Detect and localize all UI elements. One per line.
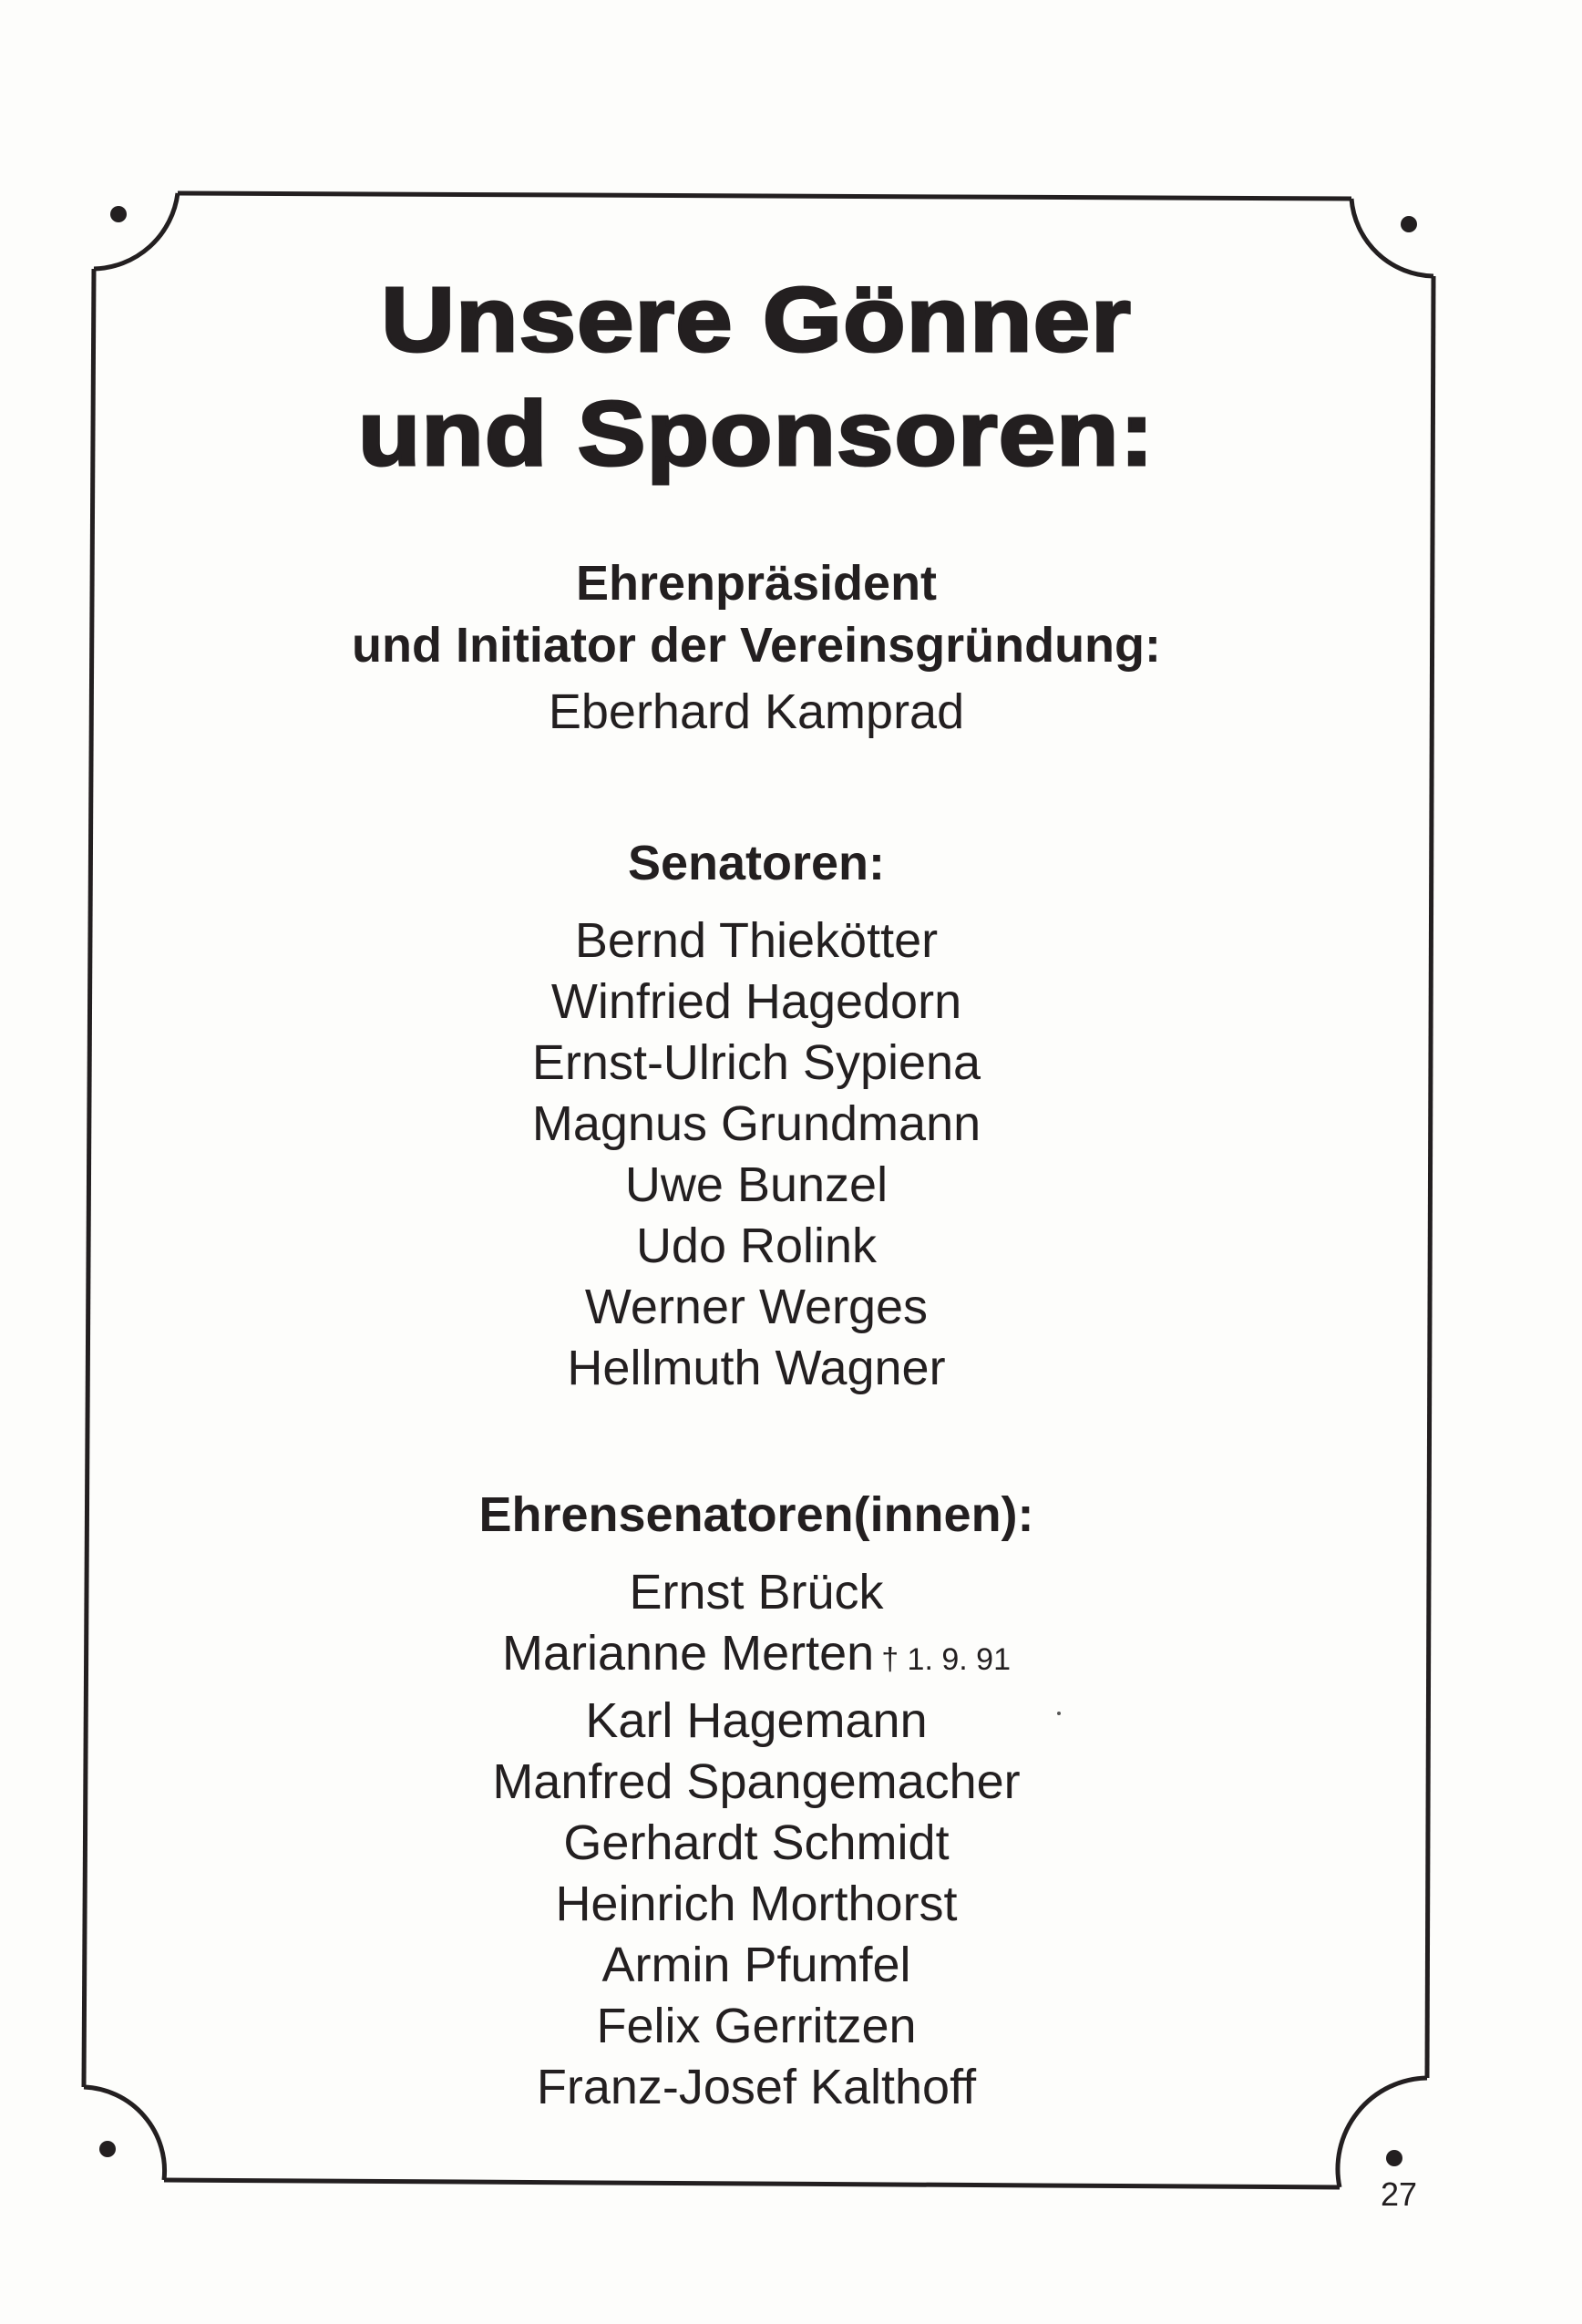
honorary-senator-name: Karl Hagemann bbox=[585, 1693, 928, 1748]
senator-name: Udo Rolink bbox=[635, 1219, 878, 1273]
senator-name: Uwe Bunzel bbox=[624, 1157, 889, 1212]
frame-right-edge bbox=[1427, 276, 1433, 2078]
corner-dot-top-left bbox=[110, 206, 127, 222]
honorary-senator-name: Heinrich Morthorst bbox=[555, 1877, 958, 1931]
honorary-senators-heading: Ehrensenatoren(innen): bbox=[478, 1487, 1034, 1542]
page-title-line-2: und Sponsoren: bbox=[357, 383, 1156, 485]
page-title-line-1: Unsere Gönner bbox=[381, 269, 1132, 371]
corner-dot-bottom-right bbox=[1386, 2150, 1402, 2166]
senator-name: Hellmuth Wagner bbox=[567, 1341, 946, 1395]
senators-section bbox=[91, 832, 1422, 1399]
honorary-senator-name: Marianne Merten bbox=[502, 1626, 875, 1681]
honorary-president-heading-line-1: Ehrenpräsident bbox=[575, 556, 938, 611]
senator-name: Magnus Grundmann bbox=[531, 1096, 981, 1151]
honorary-senator-name: Ernst Brück bbox=[629, 1565, 884, 1620]
frame-bottom-edge bbox=[164, 2180, 1340, 2187]
honorary-senator-name: Armin Pfumfel bbox=[601, 1938, 911, 1992]
senator-name: Winfried Hagedorn bbox=[550, 974, 962, 1029]
honorary-senators-section bbox=[91, 1484, 1422, 2118]
corner-dot-bottom-left bbox=[99, 2141, 116, 2157]
honorary-senator-name-with-note bbox=[91, 1623, 1422, 1691]
honorary-senator-name: Franz-Josef Kalthoff bbox=[536, 2060, 977, 2114]
frame-top-edge bbox=[178, 193, 1351, 199]
corner-dot-top-right bbox=[1401, 216, 1417, 232]
honorary-senator-name: Gerhardt Schmidt bbox=[563, 1815, 950, 1870]
senators-heading: Senatoren: bbox=[627, 836, 886, 890]
honorary-president-section bbox=[91, 552, 1422, 743]
page-number: 27 bbox=[1380, 2175, 1418, 2213]
death-date-note: † 1. 9. 91 bbox=[881, 1642, 1011, 1677]
honorary-president-heading-line-2: und Initiator der Vereinsgründung: bbox=[351, 618, 1162, 673]
senator-name: Bernd Thiekötter bbox=[574, 913, 939, 968]
frame-corner-top-left bbox=[94, 193, 178, 269]
honorary-senator-name: Felix Gerritzen bbox=[596, 1999, 917, 2053]
senator-name: Ernst-Ulrich Sypiena bbox=[531, 1035, 981, 1090]
honorary-president-name: Eberhard Kamprad bbox=[548, 684, 965, 739]
senator-name: Werner Werges bbox=[584, 1280, 929, 1334]
honorary-senator-name: Manfred Spangemacher bbox=[492, 1754, 1021, 1809]
